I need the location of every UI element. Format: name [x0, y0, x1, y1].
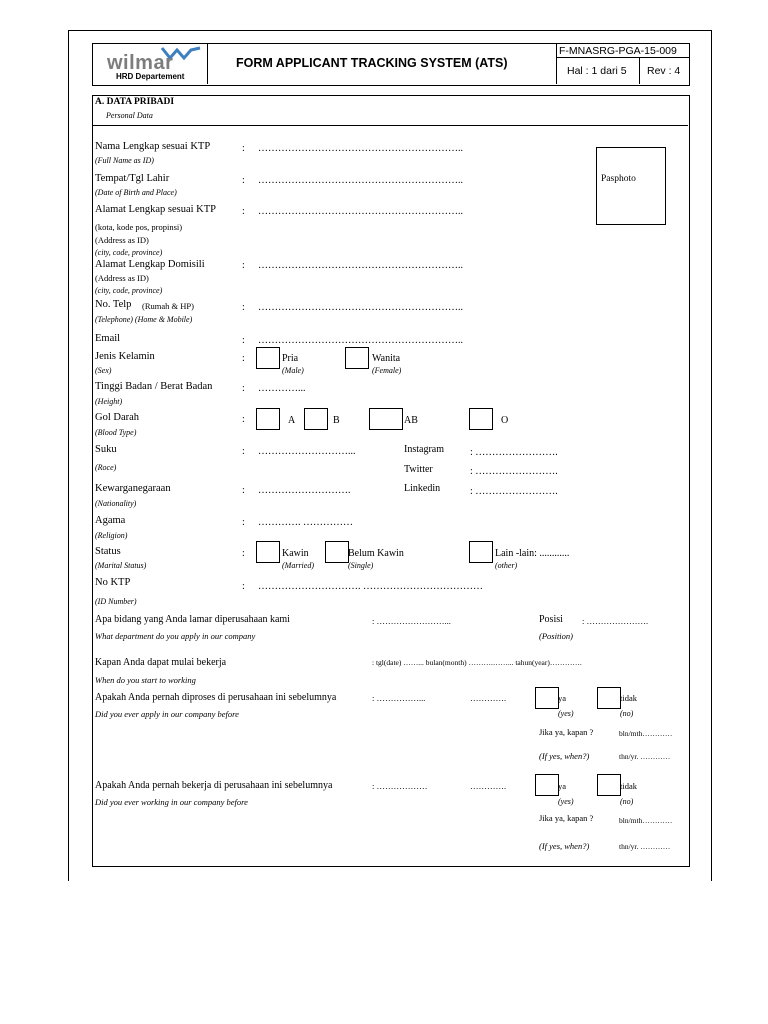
suku-sub: (Roce) [95, 463, 117, 472]
colon: : [242, 143, 245, 154]
tempat-field[interactable]: …………………………………………………….. [258, 175, 463, 186]
wanita-label: Wanita [372, 353, 401, 364]
telp-field[interactable]: …………………………………………………….. [258, 302, 463, 313]
warga-label: Kewarganegaraan [95, 483, 171, 494]
q1-sub: What department do you apply in our company [95, 631, 256, 641]
q4-sub: Did you ever working in our company before [95, 797, 248, 807]
status-sub: (Marital Status) [95, 561, 147, 570]
q4-field-2[interactable]: …………. [470, 781, 507, 791]
q1-label: Apa bidang yang Anda lamar diperusahaan kami [95, 614, 290, 625]
q3-ya-checkbox[interactable] [535, 687, 559, 709]
q3-sub: Did you ever apply in our company before [95, 709, 239, 719]
domisili-field[interactable]: …………………………………………………….. [258, 260, 463, 271]
q4-ya-sub: (yes) [558, 797, 574, 806]
darah-b-label: B [333, 415, 340, 426]
colon: : [242, 517, 245, 528]
darah-o-label: O [501, 415, 509, 426]
q3-label: Apakah Anda pernah diproses di perusahaan ini sebelumnya [95, 692, 337, 703]
colon: : [242, 260, 245, 271]
colon: : [242, 206, 245, 217]
agama-label: Agama [95, 515, 126, 526]
photo-label: Pasphoto [601, 174, 636, 184]
agama-field[interactable]: …………. …………… [258, 517, 353, 528]
belum-kawin-checkbox[interactable] [325, 541, 349, 563]
code-divider [557, 57, 689, 58]
colon: : [242, 353, 245, 364]
darah-a-checkbox[interactable] [256, 408, 280, 430]
tinggi-sub: (Height) [95, 397, 123, 406]
alamat-field[interactable]: …………………………………………………….. [258, 206, 463, 217]
tempat-sub: (Date of Birth and Place) [95, 188, 177, 197]
telp-sub: (Telephone) (Home & Mobile) [95, 315, 193, 324]
tempat-label: Tempat/Tgl Lahir [95, 173, 170, 184]
warga-sub: (Nationality) [95, 499, 137, 508]
q4-tidak-sub: (no) [620, 797, 634, 806]
q2-sub: When do you start to working [95, 675, 196, 685]
q4-field-1[interactable]: : ……………… [372, 781, 428, 791]
logo-text: wilmar [107, 52, 174, 74]
nama-field[interactable]: …………………………………………………….. [258, 143, 463, 154]
lain-lain-checkbox[interactable] [469, 541, 493, 563]
alamat-label: Alamat Lengkap sesuai KTP [95, 204, 217, 215]
section-divider [92, 125, 688, 126]
ktp-sub: (ID Number) [95, 597, 137, 606]
kawin-checkbox[interactable] [256, 541, 280, 563]
q4-bln-field[interactable]: bln/mth………… [619, 816, 673, 825]
twitter-label: Twitter [404, 464, 433, 475]
status-label: Status [95, 546, 121, 557]
instagram-field[interactable]: : ……………………. [470, 447, 558, 458]
wanita-checkbox[interactable] [345, 347, 369, 369]
belum-kawin-label: Belum Kawin [348, 548, 404, 559]
warga-field[interactable]: ………………………. [258, 485, 351, 496]
kawin-sub: (Married) [282, 561, 314, 570]
section-subtitle: Personal Data [106, 111, 153, 120]
colon: : [242, 581, 245, 592]
darah-o-checkbox[interactable] [469, 408, 493, 430]
ktp-field[interactable]: …………………………. ……………………………… [258, 581, 483, 592]
page-number: Hal : 1 dari 5 [567, 65, 627, 77]
revision: Rev : 4 [647, 65, 681, 77]
kelamin-sub: (Sex) [95, 366, 112, 375]
q4-jika-label: Jika ya, kapan ? [539, 813, 594, 823]
section-title: A. DATA PRIBADI [95, 97, 175, 107]
q3-ifyes-label: (If yes, when?) [539, 751, 590, 761]
q2-label: Kapan Anda dapat mulai bekerja [95, 657, 227, 668]
q3-field-1[interactable]: : ……………... [372, 693, 426, 703]
colon: : [242, 414, 245, 425]
darah-a-label: A [288, 415, 296, 426]
q1-field[interactable]: : ……………………... [372, 616, 451, 626]
telp-label: No. Telp [95, 299, 132, 310]
colon: : [242, 548, 245, 559]
posisi-field[interactable]: : …………………. [582, 616, 649, 626]
darah-b-checkbox[interactable] [304, 408, 328, 430]
form-title: FORM APPLICANT TRACKING SYSTEM (ATS) [236, 56, 508, 70]
alamat-sub3: (city, code, province) [95, 248, 163, 257]
colon: : [242, 175, 245, 186]
colon: : [242, 335, 245, 346]
twitter-field[interactable]: : ……………………. [470, 466, 558, 477]
email-label: Email [95, 333, 121, 344]
pria-checkbox[interactable] [256, 347, 280, 369]
alamat-sub1: (kota, kode pos, propinsi) [95, 222, 183, 232]
colon: : [242, 302, 245, 313]
photo-box[interactable] [596, 147, 666, 225]
colon: : [242, 485, 245, 496]
tinggi-label: Tinggi Badan / Berat Badan [95, 381, 213, 392]
kawin-label: Kawin [282, 548, 309, 559]
nama-label: Nama Lengkap sesuai KTP [95, 141, 211, 152]
darah-ab-label: AB [404, 415, 418, 426]
kelamin-label: Jenis Kelamin [95, 351, 155, 362]
domisili-label: Alamat Lengkap Domisili [95, 259, 205, 270]
pria-label: Pria [282, 353, 299, 364]
linkedin-field[interactable]: : ……………………. [470, 486, 558, 497]
suku-label: Suku [95, 444, 117, 455]
posisi-sub: (Position) [539, 631, 573, 641]
q3-jika-label: Jika ya, kapan ? [539, 727, 594, 737]
telp-label-extra: (Rumah & HP) [142, 301, 194, 311]
alamat-sub2: (Address as ID) [95, 235, 149, 245]
q4-thn-field[interactable]: thn/yr. ………… [619, 842, 671, 851]
tinggi-field[interactable]: …………... [258, 383, 306, 394]
wanita-sub: (Female) [372, 366, 402, 375]
q4-ifyes-label: (If yes, when?) [539, 841, 590, 851]
suku-field[interactable]: ………………………... [258, 446, 356, 457]
belum-kawin-sub: (Single) [348, 561, 374, 570]
colon: : [242, 383, 245, 394]
darah-label: Gol Darah [95, 412, 140, 423]
q4-ya-checkbox[interactable] [535, 774, 559, 796]
q4-label: Apakah Anda pernah bekerja di perusahaan ini sebelumnya [95, 780, 333, 791]
darah-ab-checkbox[interactable] [369, 408, 403, 430]
q3-tidak-label: tidak [620, 693, 637, 703]
q3-ya-sub: (yes) [558, 709, 574, 718]
q4-tidak-checkbox[interactable] [597, 774, 621, 796]
page-rev-divider [639, 57, 640, 84]
q3-thn-field[interactable]: thn/yr. ………… [619, 752, 671, 761]
email-field[interactable]: …………………………………………………….. [258, 335, 463, 346]
ktp-label: No KTP [95, 577, 131, 588]
lain-lain-label: Lain -lain: ............ [495, 548, 570, 559]
instagram-label: Instagram [404, 444, 444, 455]
q3-tidak-sub: (no) [620, 709, 634, 718]
agama-sub: (Religion) [95, 531, 128, 540]
darah-sub: (Blood Type) [95, 428, 137, 437]
q4-tidak-label: tidak [620, 781, 637, 791]
q3-field-2[interactable]: …………. [470, 693, 507, 703]
pria-sub: (Male) [282, 366, 304, 375]
q4-ya-label: ya [558, 781, 567, 791]
colon: : [242, 446, 245, 457]
domisili-sub2: (city, code, province) [95, 286, 163, 295]
linkedin-label: Linkedin [404, 483, 441, 494]
q3-bln-field[interactable]: bln/mth………… [619, 729, 673, 738]
lain-lain-sub: (other) [495, 561, 518, 570]
q3-tidak-checkbox[interactable] [597, 687, 621, 709]
q3-ya-label: ya [558, 693, 567, 703]
logo-subtext: HRD Departement [116, 72, 185, 81]
nama-sub: (Full Name as ID) [95, 156, 154, 165]
q2-field[interactable]: : tgl(date) ……... bulan(month) ……….……... tahun(year)…………. [372, 658, 582, 667]
doc-code: F-MNASRG-PGA-15-009 [559, 45, 677, 57]
domisili-sub1: (Address as ID) [95, 273, 149, 283]
posisi-label: Posisi [539, 614, 563, 625]
